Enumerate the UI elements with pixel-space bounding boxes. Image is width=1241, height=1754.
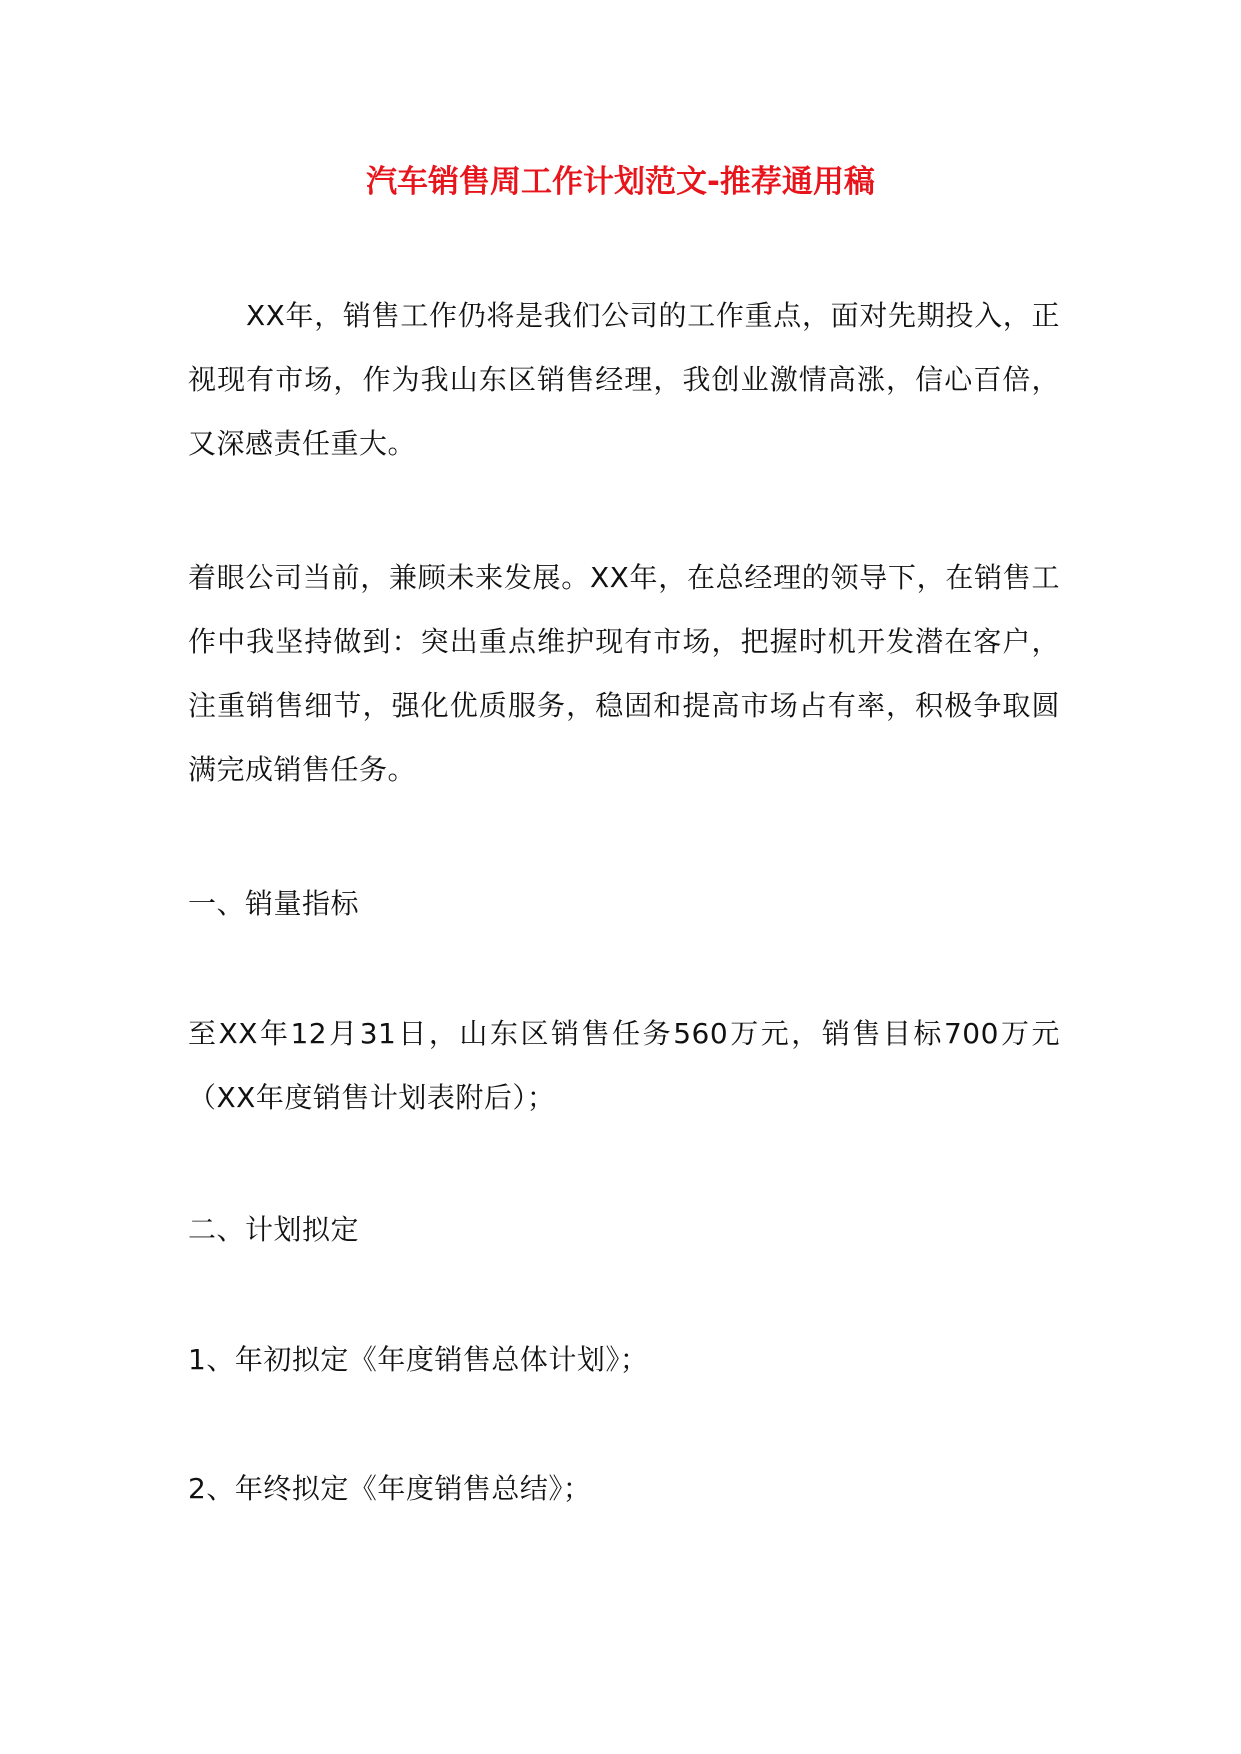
document-title: 汽车销售周工作计划范文-推荐通用稿 (366, 164, 875, 200)
list-item-annual-plan: 1、年初拟定《年度销售总体计划》； (188, 1343, 649, 1376)
paragraph-intro: XX年，销售工作仍将是我们公司的工作重点，面对先期投入，正视现有市场，作为我山东区销售经理，我创业激情高涨，信心百倍，又深感责任重大。 (188, 299, 1060, 460)
section-heading-sales-target: 一、销量指标 (188, 887, 360, 920)
section-heading-plan: 二、计划拟定 (188, 1213, 360, 1246)
paragraph-sales-target: 至XX年12月31日，山东区销售任务560万元，销售目标700万元（XX年度销售计划表附后）； (188, 1017, 1060, 1114)
list-item-annual-summary: 2、年终拟定《年度销售总结》； (188, 1472, 592, 1505)
paragraph-focus: 着眼公司当前，兼顾未来发展。XX年，在总经理的领导下，在销售工作中我坚持做到：突出重点维护现有市场，把握时机开发潜在客户，注重销售细节，强化优质服务，稳固和提高市场占有率，积极争取圆满完成销售任务。 (188, 561, 1060, 786)
